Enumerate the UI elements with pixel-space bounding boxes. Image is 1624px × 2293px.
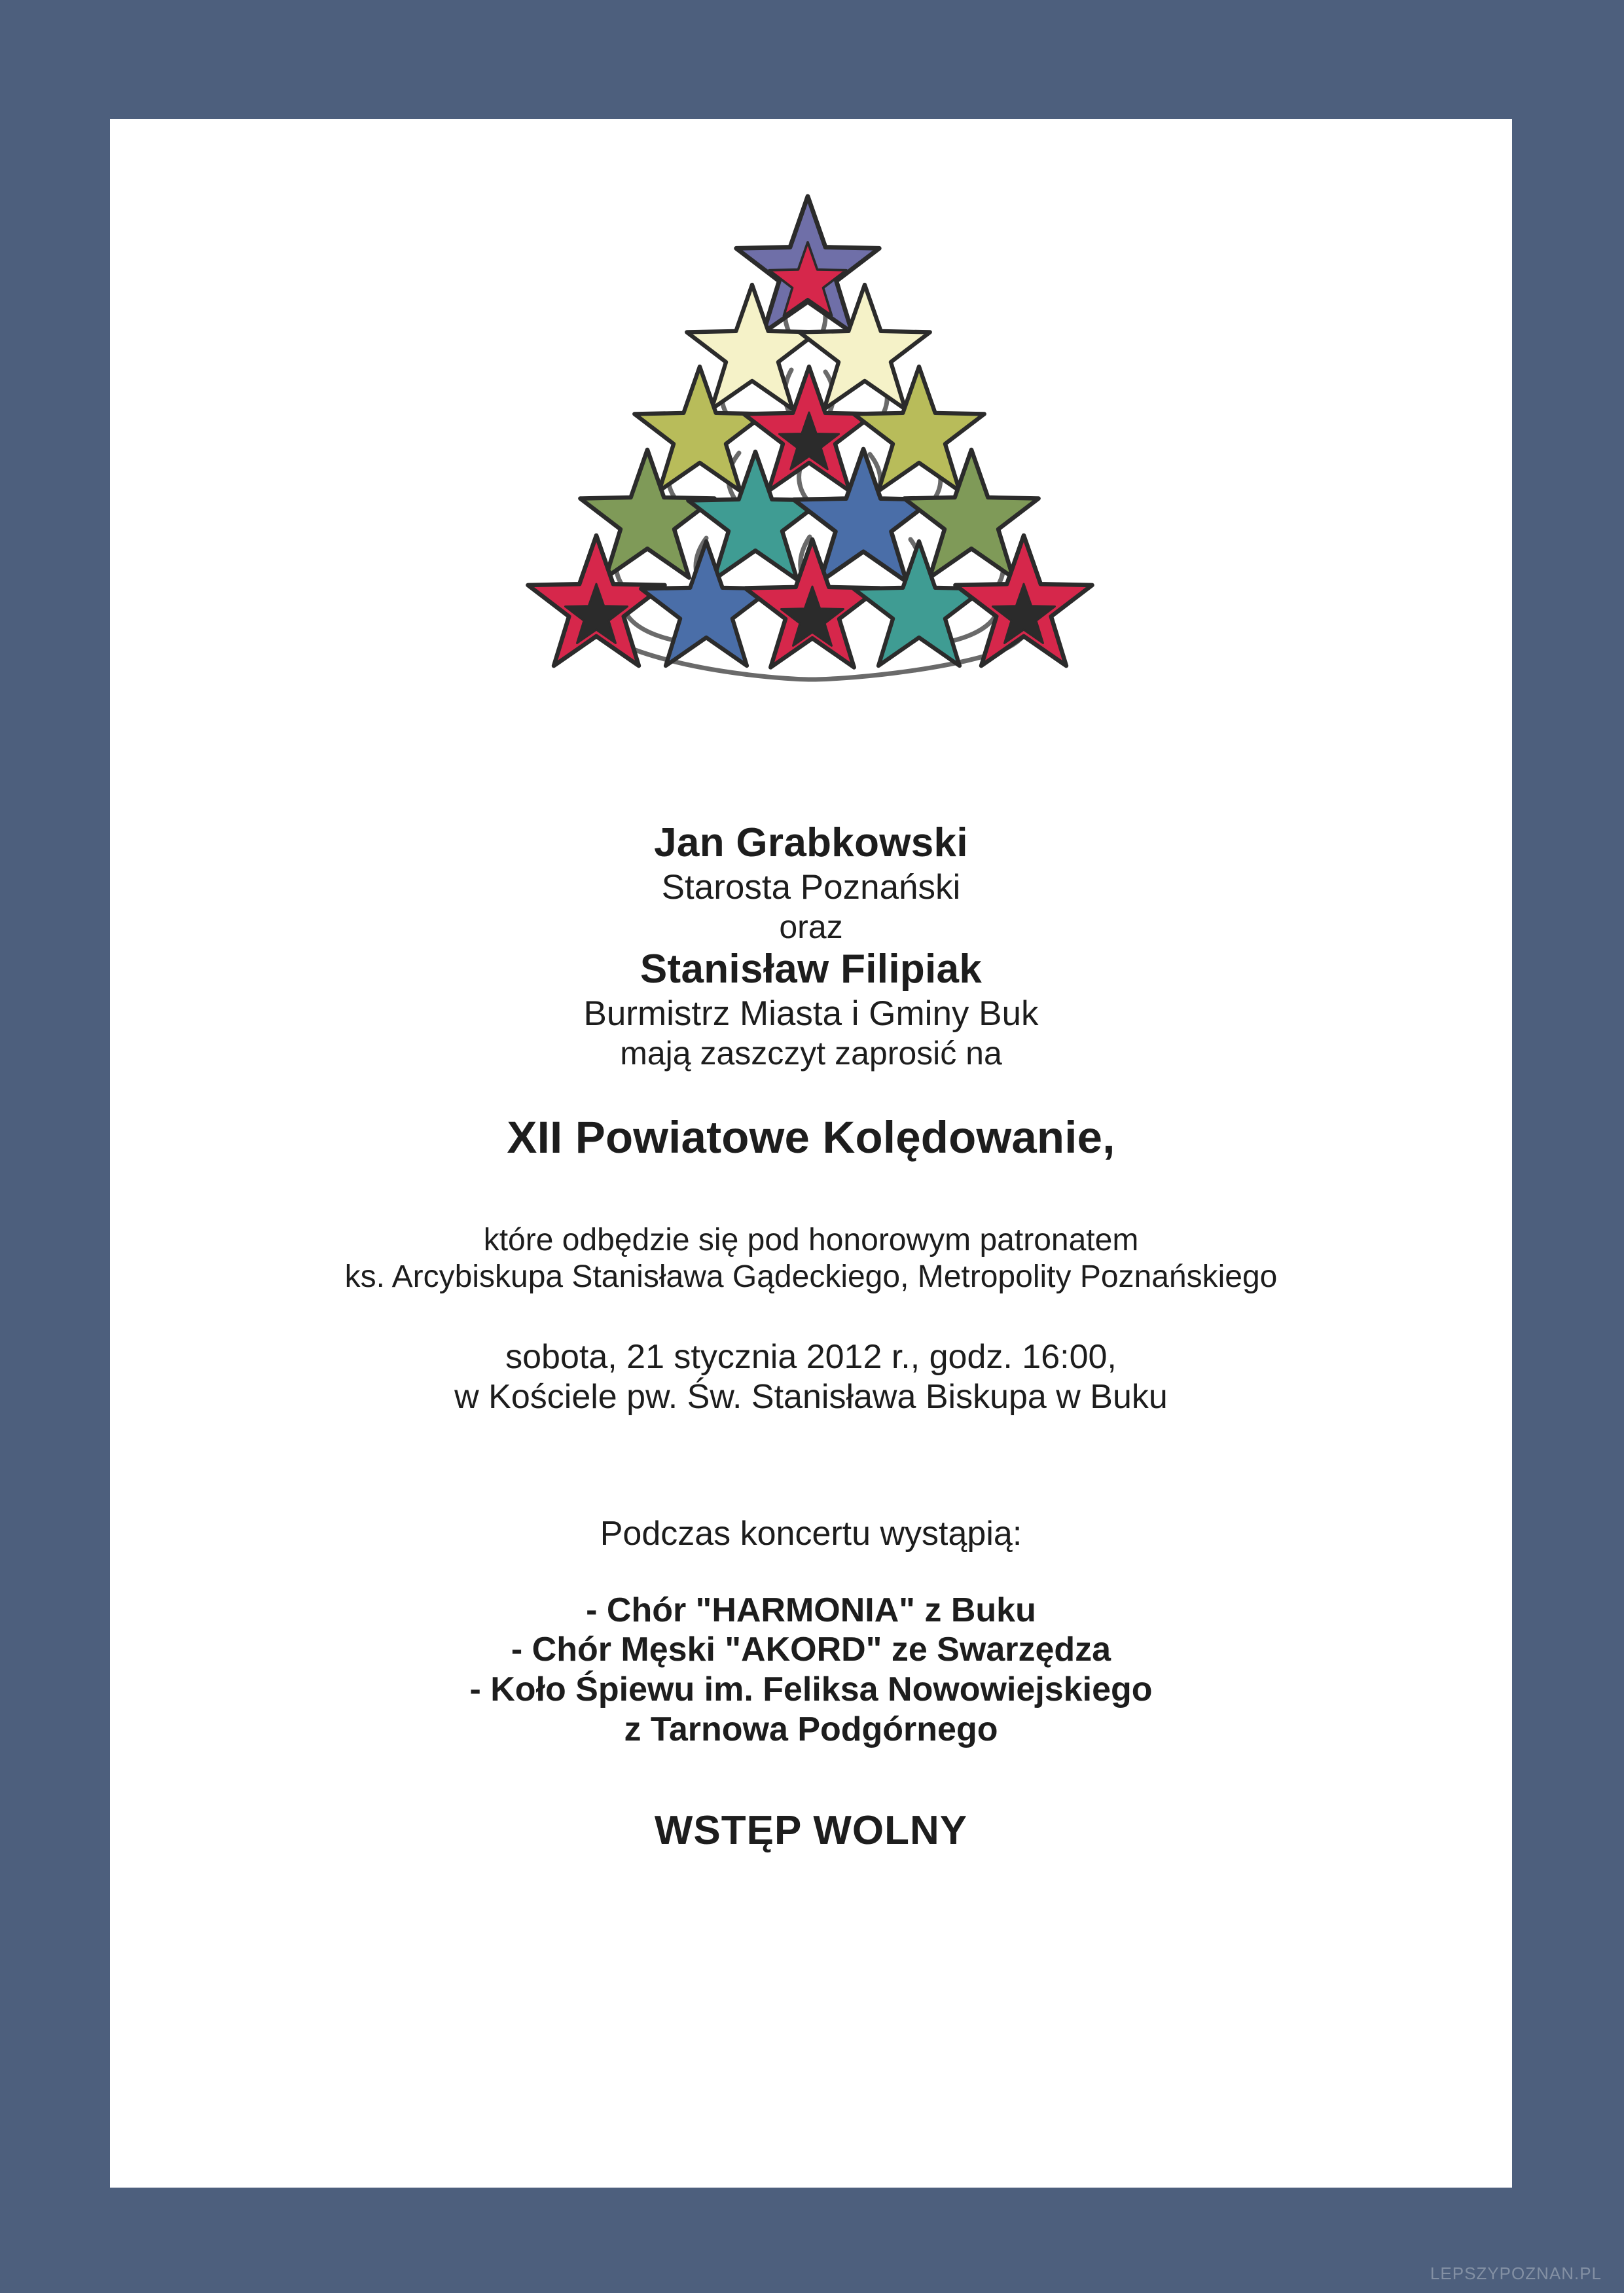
patronage-block [110, 1222, 1512, 1295]
list-item: - Chór Męski "AKORD" ze Swarzędza [511, 1631, 1111, 1669]
admission-notice: WSTĘP WOLNY [654, 1807, 968, 1853]
host-title: Starosta Poznański [661, 867, 961, 907]
host-name: Jan Grabkowski [654, 820, 968, 865]
patronage-line-2: ks. Arcybiskupa Stanisława Gądeckiego, Metropolity Poznańskiego [344, 1259, 1278, 1294]
host2-title: Burmistrz Miasta i Gminy Buk [583, 994, 1039, 1033]
datetime-venue-block [110, 1337, 1512, 1417]
event-datetime: sobota, 21 stycznia 2012 r., godz. 16:00, [505, 1338, 1117, 1377]
list-item: z Tarnowa Podgórnego [624, 1710, 998, 1749]
poster-text-content [110, 820, 1512, 1854]
list-item: - Chór "HARMONIA" z Buku [586, 1591, 1036, 1629]
performers-heading: Podczas koncertu wystąpią: [600, 1514, 1022, 1553]
host2-name: Stanisław Filipiak [640, 947, 983, 992]
event-title: XII Powiatowe Kolędowanie, [507, 1112, 1115, 1163]
christmas-tree-of-stars-artwork [425, 137, 1197, 792]
patronage-line-1: które odbędzie się pod honorowym patronatem [483, 1222, 1139, 1257]
invite-line: mają zaszczyt zaprosić na [620, 1034, 1002, 1072]
conjunction: oraz [779, 908, 843, 945]
watermark: LEPSZYPOZNAN.PL [1430, 2264, 1602, 2283]
list-item: - Koło Śpiewu im. Feliksa Nowowiejskiego [469, 1670, 1153, 1709]
poster-card [110, 119, 1512, 2188]
performers-list [110, 1591, 1512, 1750]
event-venue: w Kościele pw. Św. Stanisława Biskupa w Buku [454, 1377, 1168, 1416]
